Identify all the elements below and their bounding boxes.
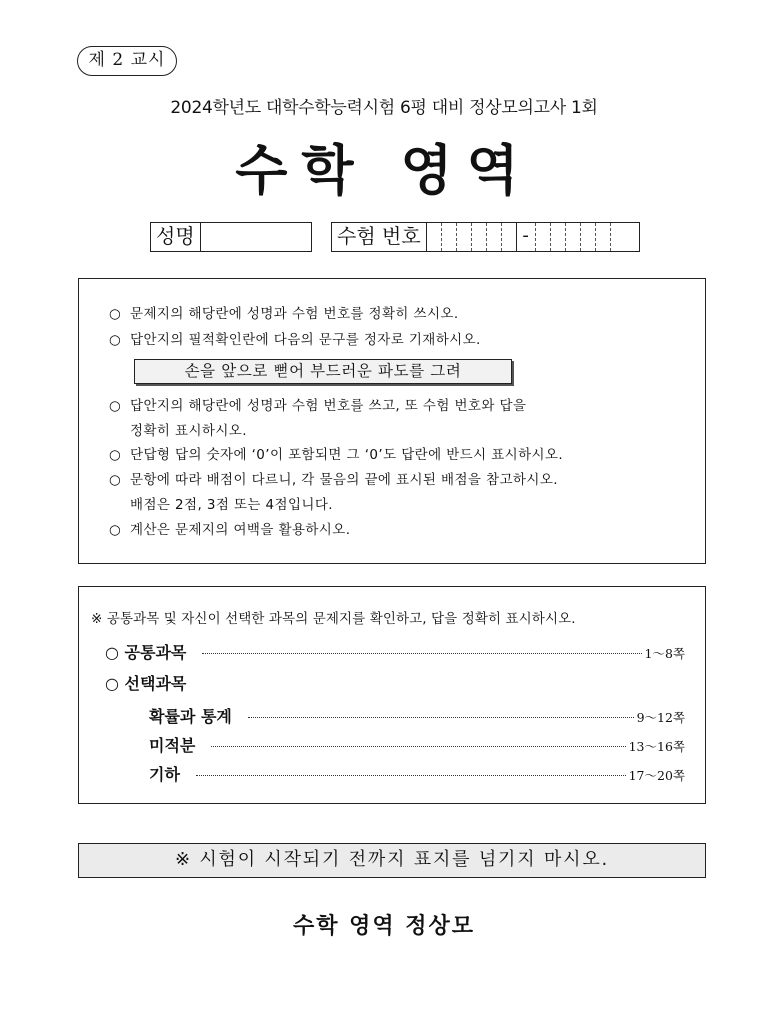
bullet: ○ bbox=[109, 522, 122, 538]
instruction-item bbox=[109, 468, 558, 488]
dot-leader bbox=[248, 717, 634, 718]
instruction-text: 답안지의 해당란에 성명과 수험 번호를 쓰고, 또 수험 번호와 답을 bbox=[130, 398, 527, 414]
subject-elective-row bbox=[149, 704, 685, 727]
instruction-item-continued: 배점은 2점, 3점 또는 4점입니다. bbox=[130, 497, 333, 513]
elective-probability-pages: 9～12쪽 bbox=[636, 710, 685, 725]
exam-number-digit[interactable] bbox=[502, 223, 517, 251]
instructions-panel bbox=[78, 278, 706, 564]
instruction-item bbox=[109, 443, 563, 463]
exam-number-digit[interactable] bbox=[457, 223, 472, 251]
subject-common-row bbox=[105, 640, 685, 663]
exam-number-digit[interactable] bbox=[442, 223, 457, 251]
instruction-text: 문항에 따라 배점이 다르니, 각 물음의 끝에 표시된 배점을 참고하시오. bbox=[130, 472, 558, 488]
elective-calculus-label: 미적분 bbox=[149, 736, 196, 755]
exam-title: 2024학년도 대학수학능력시험 6평 대비 정상모의고사 1회 bbox=[170, 98, 598, 118]
instruction-item bbox=[109, 394, 526, 414]
bullet: ○ bbox=[109, 398, 122, 414]
exam-number-digit[interactable] bbox=[487, 223, 502, 251]
elective-probability-label: 확률과 통계 bbox=[149, 707, 232, 726]
exam-number-dash: - bbox=[517, 223, 536, 251]
subject-elective-row bbox=[149, 762, 685, 785]
exam-number-digit[interactable] bbox=[566, 223, 581, 251]
instruction-text: 계산은 문제지의 여백을 활용하시오. bbox=[130, 522, 351, 538]
instruction-item bbox=[109, 302, 459, 322]
elective-calculus-pages: 13～16쪽 bbox=[628, 739, 685, 754]
elective-geometry-label: 기하 bbox=[149, 765, 180, 784]
subject-title: 수학 영역 bbox=[235, 139, 533, 202]
exam-number-digit[interactable] bbox=[472, 223, 487, 251]
instruction-item bbox=[109, 518, 350, 538]
footer-title: 수학 영역 정상모 bbox=[292, 914, 476, 939]
instruction-item bbox=[109, 328, 481, 348]
name-label: 성명 bbox=[151, 223, 201, 251]
exam-number-digit[interactable] bbox=[427, 223, 442, 251]
subject-common-label: ○ 공통과목 bbox=[105, 643, 187, 662]
exam-number-label: 수험 번호 bbox=[332, 223, 427, 251]
subjects-panel bbox=[78, 586, 706, 804]
exam-number-digit[interactable] bbox=[596, 223, 611, 251]
subjects-notice: ※ 공통과목 및 자신이 선택한 과목의 문제지를 확인하고, 답을 정확히 표시하시오. bbox=[91, 611, 576, 627]
subject-elective-label: ○ 선택과목 bbox=[105, 674, 187, 693]
bullet: ○ bbox=[109, 306, 122, 322]
dot-leader bbox=[196, 775, 626, 776]
instruction-text: 단답형 답의 숫자에 ‘0’이 포함되면 그 ‘0’도 답란에 반드시 표시하시오. bbox=[130, 447, 564, 463]
subject-elective-row bbox=[149, 733, 685, 756]
exam-number-box bbox=[331, 222, 640, 252]
instruction-text: 답안지의 필적확인란에 다음의 문구를 정자로 기재하시오. bbox=[130, 332, 481, 348]
elective-geometry-pages: 17～20쪽 bbox=[628, 768, 685, 783]
instruction-item-continued: 정확히 표시하시오. bbox=[130, 423, 247, 439]
subject-elective-heading bbox=[105, 671, 186, 694]
handwriting-phrase: 손을 앞으로 뻗어 부드러운 파도를 그려 bbox=[134, 359, 512, 384]
dot-leader bbox=[202, 653, 641, 654]
session-badge: 제 2 교시 bbox=[77, 46, 177, 76]
bullet: ○ bbox=[109, 472, 122, 488]
exam-number-digit[interactable] bbox=[581, 223, 596, 251]
bullet: ○ bbox=[109, 332, 122, 348]
name-box bbox=[150, 222, 312, 252]
do-not-turn-notice: ※ 시험이 시작되기 전까지 표지를 넘기지 마시오. bbox=[78, 843, 706, 878]
name-field[interactable] bbox=[201, 223, 311, 251]
exam-number-digit[interactable] bbox=[551, 223, 566, 251]
exam-number-digit[interactable] bbox=[536, 223, 551, 251]
dot-leader bbox=[211, 746, 625, 747]
subject-common-pages: 1～8쪽 bbox=[644, 646, 685, 661]
bullet: ○ bbox=[109, 447, 122, 463]
instruction-text: 문제지의 해당란에 성명과 수험 번호를 정확히 쓰시오. bbox=[130, 306, 459, 322]
